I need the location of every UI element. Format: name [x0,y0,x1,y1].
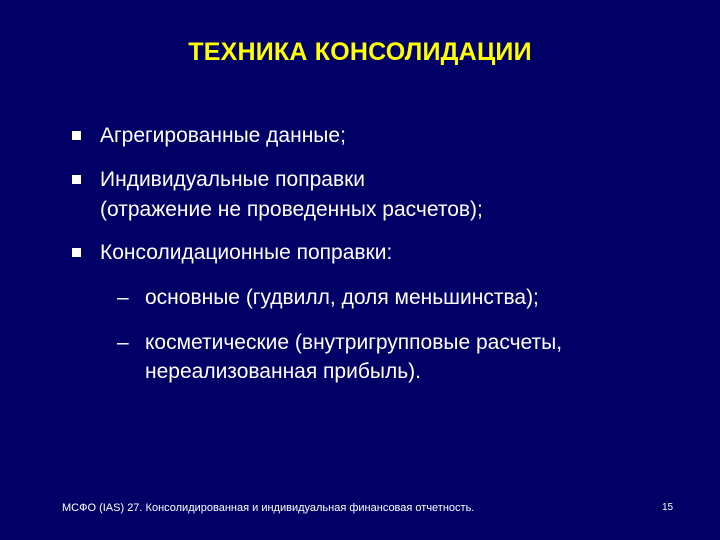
sub-bullet-text-continuation: нереализованная прибыль). [145,360,421,383]
bullet-text: Консолидационные поправки: [100,241,393,264]
dash-marker: – [117,331,129,354]
slide-title: ТЕХНИКА КОНСОЛИДАЦИИ [188,38,532,66]
page-number: 15 [662,502,674,513]
bullet-text-continuation: (отражение не проведенных расчетов); [100,198,483,221]
square-bullet-icon [72,131,81,140]
slide-footer: МСФО (IAS) 27. Консолидированная и индивидуальная финансовая отчетность. [62,502,475,514]
sub-bullet-text: основные (гудвилл, доля меньшинства); [145,286,539,309]
bullet-text: Агрегированные данные; [100,124,346,147]
dash-marker: – [117,286,129,309]
bullet-text: Индивидуальные поправки [100,168,366,191]
square-bullet-icon [72,175,81,184]
sub-bullet-text: косметические (внутригрупповые расчеты, [145,331,563,354]
square-bullet-icon [72,248,81,257]
